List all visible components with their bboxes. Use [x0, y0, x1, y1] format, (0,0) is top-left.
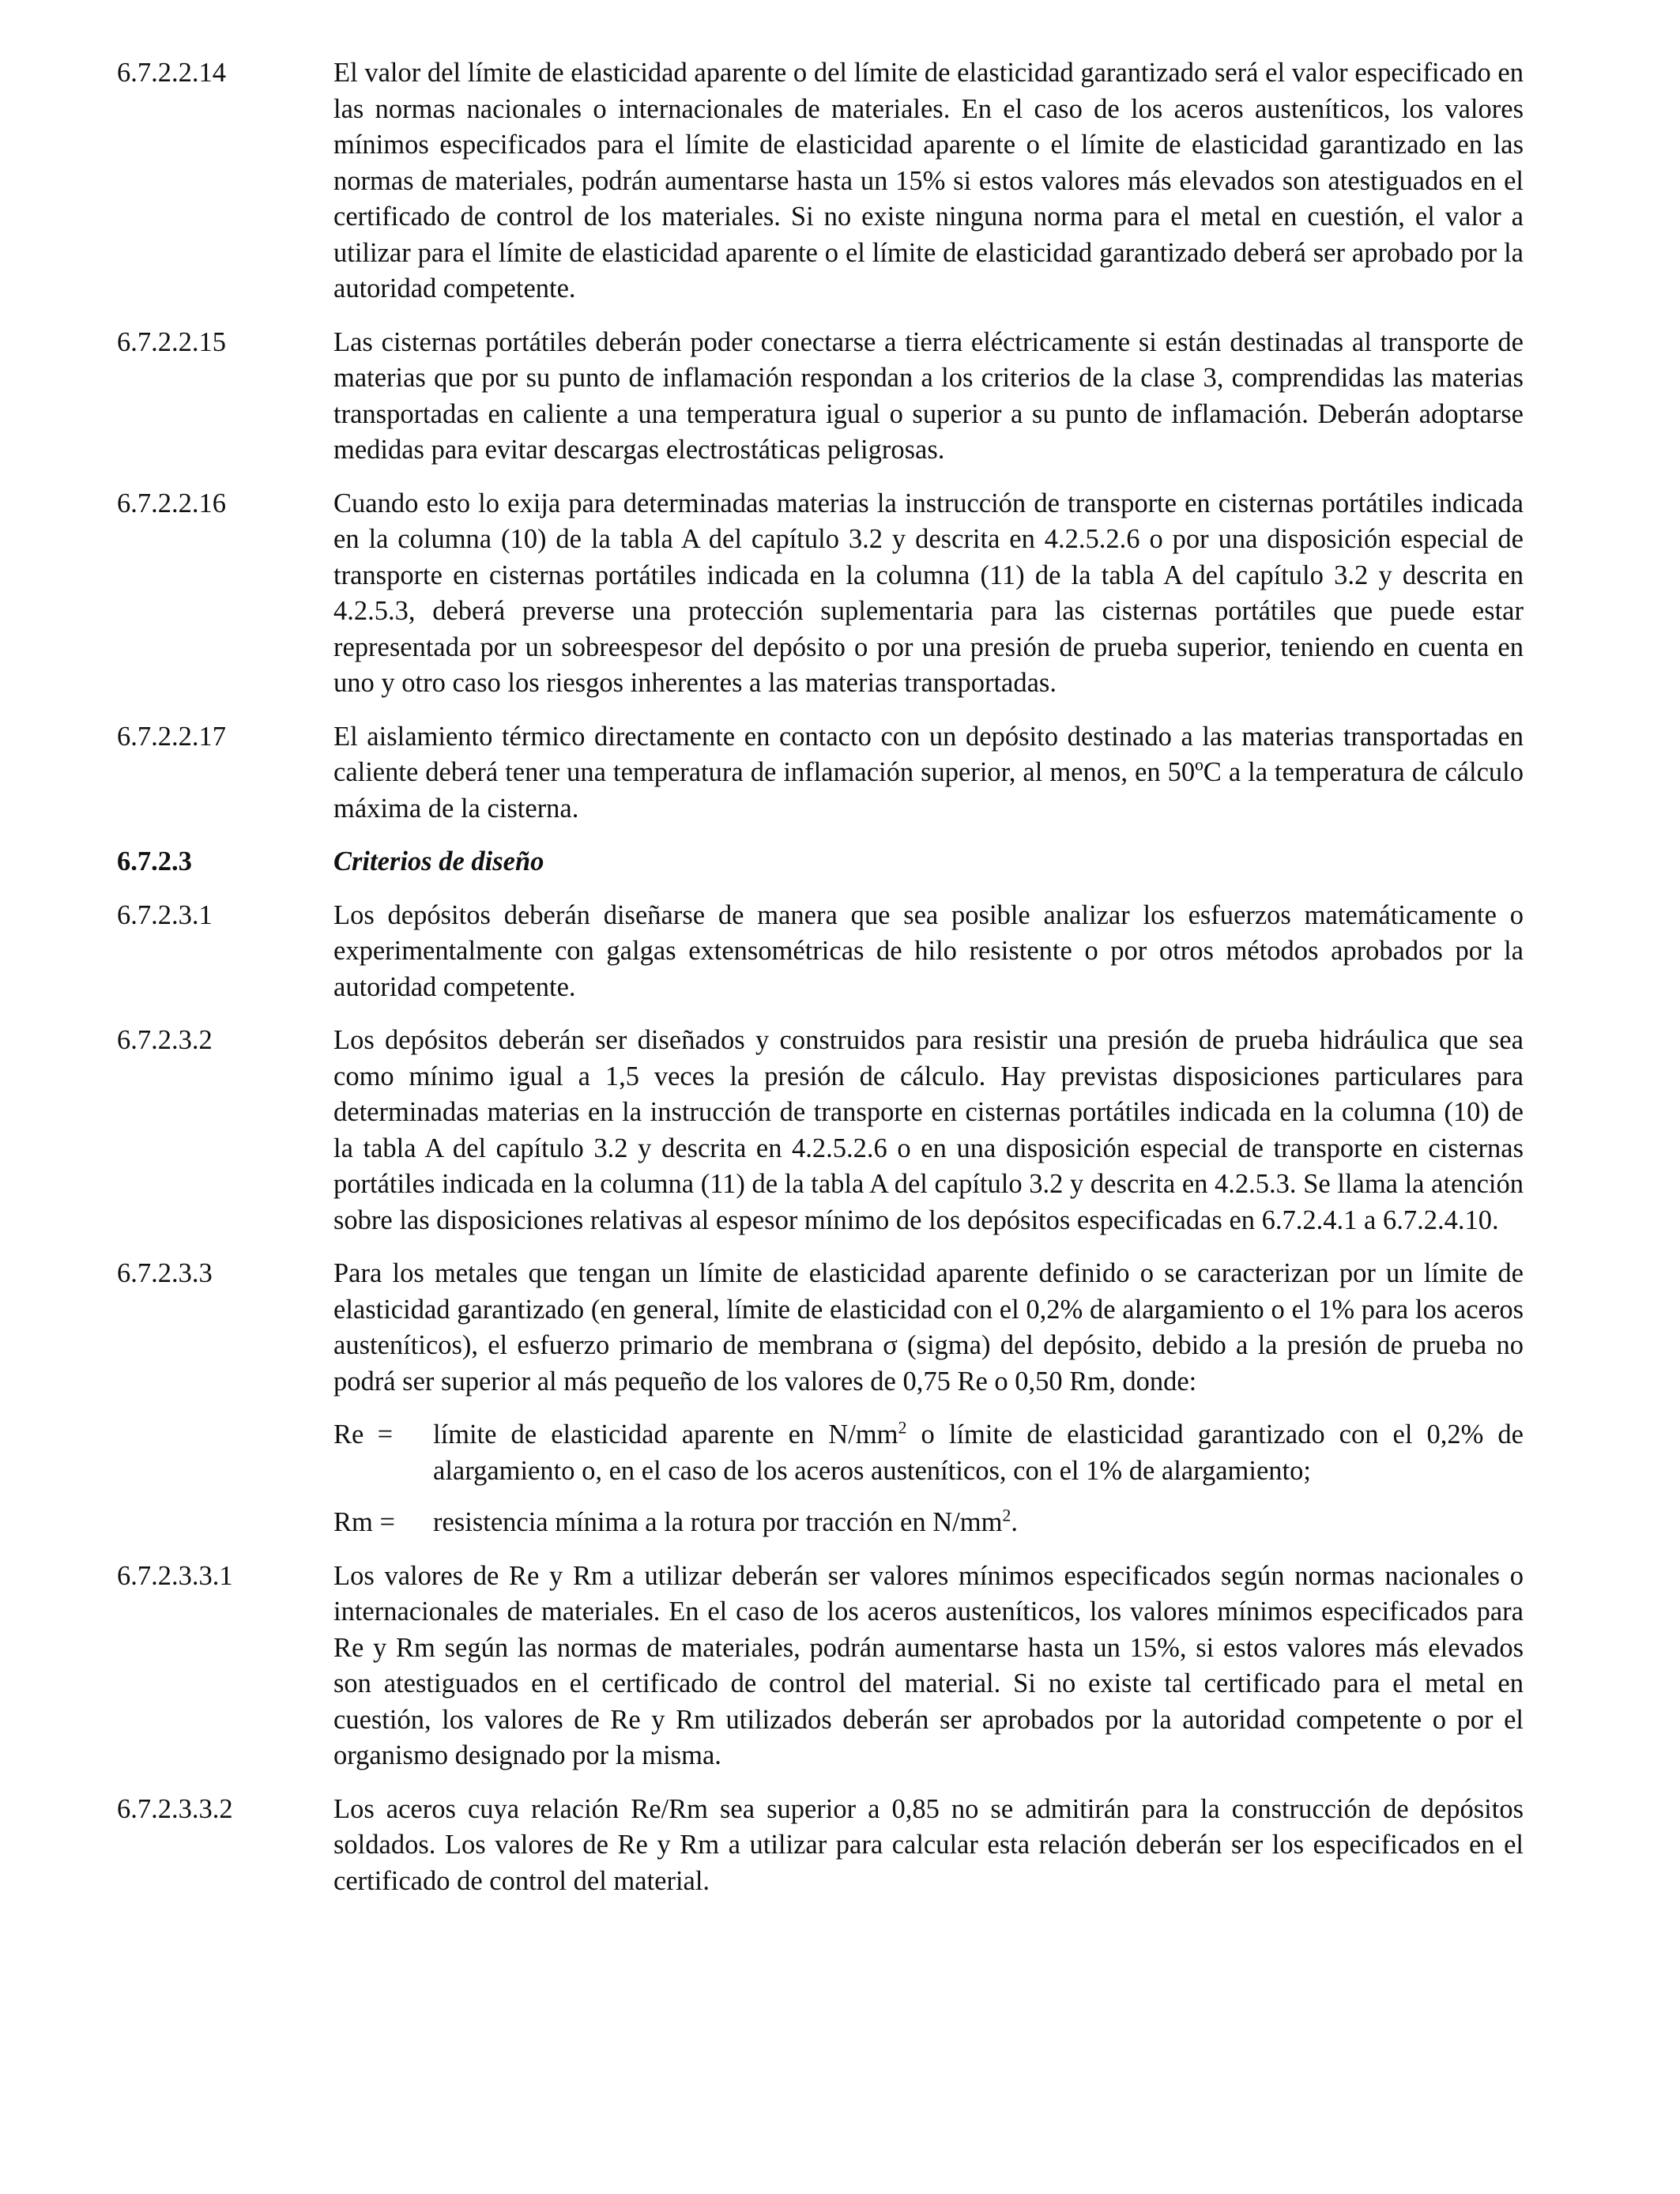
paragraph-6-7-2-2-15	[117, 325, 1524, 469]
definition-rm	[333, 1505, 1524, 1541]
section-title: Criterios de diseño	[333, 846, 544, 876]
paragraph-6-7-2-3-3-2	[117, 1792, 1524, 1900]
definition-text-start: límite de elasticidad aparente en N/mm	[433, 1419, 898, 1449]
paragraph-6-7-2-3-1	[117, 898, 1524, 1006]
paragraph-text: Las cisternas portátiles deberán poder conectarse a tierra eléctricamente si están destinadas al transporte de materias que por su punto de inflamación respondan a los criterios de la clase 3, comprendidas las materias transportadas en caliente a una temperatura igual o superior a su punto de inflamación. Deberán adoptarse medidas para evitar descargas electrostáticas peligrosas.	[333, 326, 1524, 465]
definition-text-end: .	[1011, 1507, 1019, 1537]
definition-re	[333, 1417, 1524, 1489]
paragraph-6-7-2-3-2	[117, 1023, 1524, 1238]
paragraph-6-7-2-3-3-1	[117, 1559, 1524, 1774]
paragraph-number: 6.7.2.3.3.2	[117, 1793, 233, 1824]
paragraph-text: El aislamiento térmico directamente en contacto con un depósito destinado a las materias transportadas en caliente deberá tener una temperatura de inflamación superior, al menos, en 50ºC a la temperatura de cálculo máxima de la cisterna.	[333, 721, 1524, 824]
paragraph-text: Para los metales que tengan un límite de elasticidad aparente definido o se caracterizan por un límite de elasticidad garantizado (en general, límite de elasticidad con el 0,2% de alargamiento o el 1% para los aceros austeníticos), el esfuerzo primario de membrana σ (sigma) del depósito, debido a la presión de prueba no podrá ser superior al más pequeño de los valores de 0,75 Re o 0,50 Rm, donde:	[333, 1258, 1524, 1397]
definition-text-end: o límite de elasticidad garantizado con el 0,2% de alargamiento o, en el caso de los aceros austeníticos, con el 1% de alargamiento;	[433, 1419, 1524, 1486]
superscript: 2	[898, 1417, 907, 1438]
paragraph-6-7-2-2-17	[117, 719, 1524, 827]
definition-text	[433, 1417, 1524, 1489]
paragraph-text: Cuando esto lo exija para determinadas materias la instrucción de transporte en cisternas portátiles indicada en la columna (10) de la tabla A del capítulo 3.2 y descrita en 4.2.5.2.6 o por una disposición especial de transporte en cisternas portátiles indicada en la columna (11) de la tabla A del capítulo 3.2 y descrita en 4.2.5.3, deberá preverse una protección suplementaria para las cisternas portátiles que puede estar representada por un sobreespesor del depósito o por una presión de prueba superior, teniendo en cuenta en uno y otro caso los riesgos inherentes a las materias transportadas.	[333, 488, 1524, 698]
paragraph-text: Los aceros cuya relación Re/Rm sea superior a 0,85 no se admitirán para la construcción de depósitos soldados. Los valores de Re y Rm a utilizar para calcular esta relación deberán ser los especificados en el certificado de control del material.	[333, 1793, 1524, 1896]
paragraph-number: 6.7.2.3.1	[117, 899, 213, 930]
section-heading	[117, 844, 1524, 880]
paragraph-6-7-2-2-14	[117, 55, 1524, 307]
paragraph-number: 6.7.2.2.14	[117, 58, 226, 88]
paragraph-6-7-2-3-3	[117, 1256, 1524, 1400]
paragraph-text: Los depósitos deberán ser diseñados y construidos para resistir una presión de prueba hidráulica que sea como mínimo igual a 1,5 veces la presión de cálculo. Hay previstas disposiciones particulares para determinadas materias en la instrucción de transporte en cisternas portátiles indicada en la columna (10) de la tabla A del capítulo 3.2 y descrita en 4.2.5.2.6 o en una disposición especial de transporte en cisternas portátiles indicada en la columna (11) de la tabla A del capítulo 3.2 y descrita en 4.2.5.3. Se llama la atención sobre las disposiciones relativas al espesor mínimo de los depósitos especificadas en 6.7.2.4.1 a 6.7.2.4.10.	[333, 1025, 1524, 1235]
definition-symbol: Rm =	[333, 1507, 395, 1537]
definition-text	[433, 1505, 1524, 1541]
paragraph-number: 6.7.2.2.17	[117, 721, 226, 752]
definition-symbol: Re =	[333, 1419, 394, 1449]
paragraph-text: Los valores de Re y Rm a utilizar deberán ser valores mínimos especificados según normas nacionales o internacionales de materiales. En el caso de los aceros austeníticos, los valores mínimos especificados para Re y Rm según las normas de materiales, podrán aumentarse hasta un 15%, si estos valores más elevados son atestiguados en el certificado de control del material. Si no existe tal certificado para el metal en cuestión, los valores de Re y Rm utilizados deberán ser aprobados por la autoridad competente o por el organismo designado por la misma.	[333, 1560, 1524, 1770]
paragraph-number: 6.7.2.2.16	[117, 488, 226, 518]
paragraph-text: El valor del límite de elasticidad aparente o del límite de elasticidad garantizado será el valor especificado en las normas nacionales o internacionales de materiales. En el caso de los aceros austeníticos, los valores mínimos especificados para el límite de elasticidad aparente o el límite de elasticidad garantizado en las normas de materiales, podrán aumentarse hasta un 15% si estos valores más elevados son atestiguados en el certificado de control de los materiales. Si no existe ninguna norma para el metal en cuestión, el valor a utilizar para el límite de elasticidad aparente o el límite de elasticidad garantizado deberá ser aprobado por la autoridad competente.	[333, 58, 1524, 303]
definition-text-start: resistencia mínima a la rotura por tracción en N/mm	[433, 1507, 1003, 1537]
paragraph-number: 6.7.2.3.3.1	[117, 1560, 233, 1591]
paragraph-number: 6.7.2.3.2	[117, 1025, 213, 1055]
definition-list	[333, 1417, 1524, 1541]
document-page	[117, 55, 1524, 1917]
paragraph-6-7-2-2-16	[117, 486, 1524, 702]
paragraph-text: Los depósitos deberán diseñarse de manera que sea posible analizar los esfuerzos matemáticamente o experimentalmente con galgas extensométricas de hilo resistente o por otros métodos aprobados por la autoridad competente.	[333, 899, 1524, 1002]
paragraph-number: 6.7.2.2.15	[117, 326, 226, 357]
paragraph-number: 6.7.2.3.3	[117, 1258, 213, 1288]
section-number: 6.7.2.3	[117, 846, 192, 876]
superscript: 2	[1002, 1505, 1011, 1525]
